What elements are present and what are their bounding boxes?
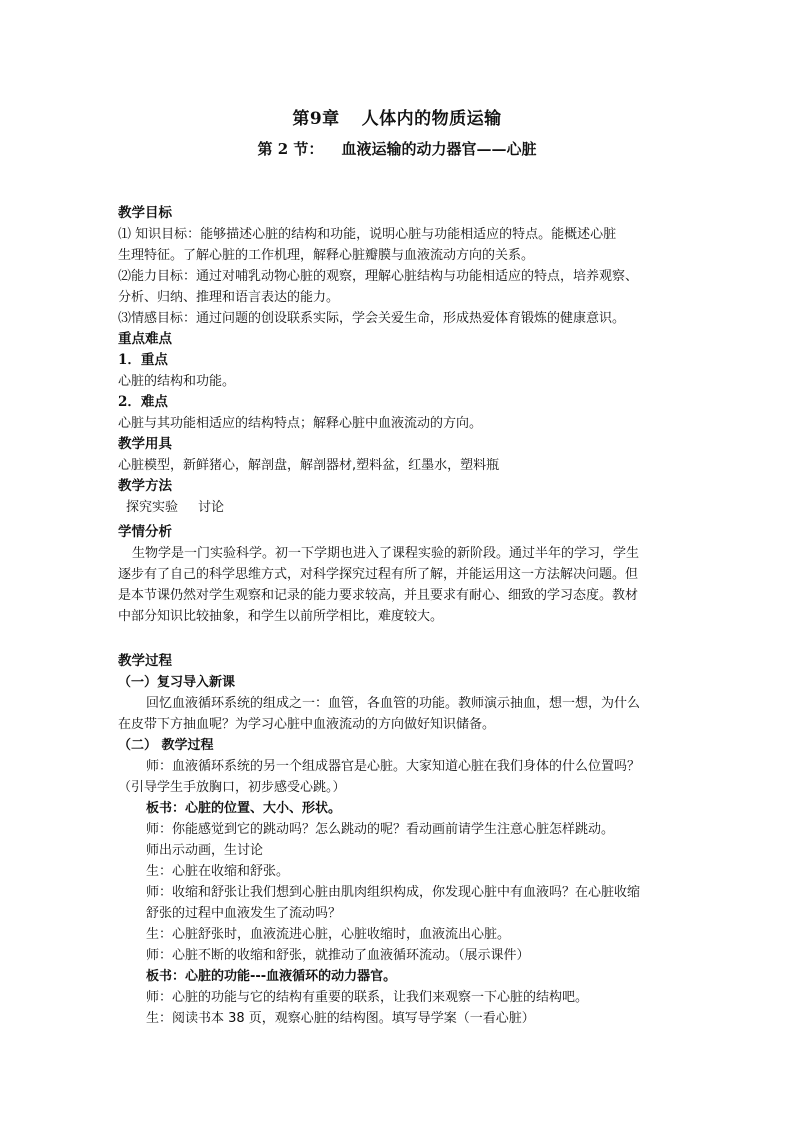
- method-experiment: 探究实验: [126, 500, 179, 515]
- dialog-line-3: 师出示动画，生讨论: [146, 843, 264, 858]
- board-note-function: 板书：心脏的功能---血液循环的动力器官。: [146, 969, 397, 984]
- dialog-line-8: 师：心脏的功能与它的结构有重要的联系，让我们来观察一下心脏的结构吧。: [146, 990, 589, 1005]
- key-point-label: 1．重点: [118, 352, 168, 368]
- methods-list: [118, 497, 678, 518]
- dialog-line-5: 师：收缩和舒张让我们想到心脏由肌肉组织构成，你发现心脏中有血液吗？在心脏收缩: [146, 885, 641, 900]
- objective-knowledge-line-2: 生理特征。了解心脏的工作机理，解释心脏瓣膜与血液流动方向的关系。: [118, 248, 535, 263]
- objectives-heading: 教学目标: [118, 205, 172, 221]
- chapter-title: [0, 104, 794, 129]
- process-heading: 教学过程: [118, 653, 172, 669]
- process-part-1-line-2: 在皮带下方抽血呢？为学习心脏中血液流动的方向做好知识储备。: [118, 717, 496, 732]
- dialog-line-1: 师：血液循环系统的另一个组成器官是心脏。大家知道心脏在我们身体的什么位置吗？: [146, 759, 641, 774]
- chapter-name: 人体内的物质运输: [361, 109, 502, 129]
- dialog-line-6: 生：心脏舒张时，血液流进心脏，心脏收缩时，血液流出心脏。: [146, 927, 511, 942]
- difficulty-label: 2．难点: [118, 394, 168, 410]
- analysis-line-2: 逐步有了自己的科学思维方式，对科学探究过程有所了解，并能运用这一方法解决问题。但: [118, 567, 639, 582]
- dialog-line-7: 师：心脏不断的收缩和舒张，就推动了血液循环流动。（展示课件）: [146, 948, 530, 963]
- objective-ability-line-2: 分析、归纳、推理和语言表达的能力。: [118, 290, 340, 305]
- chapter-number: 第9章: [292, 109, 340, 129]
- objective-emotion-line: ⑶情感目标：通过问题的创设联系实际，学会关爱生命，形成热爱体育锻炼的健康意识。: [118, 311, 626, 326]
- document-body: [118, 203, 678, 1029]
- analysis-heading: 学情分析: [118, 524, 172, 540]
- key-points-heading: 重点难点: [118, 331, 172, 347]
- difficulty-text: 心脏与其功能相适应的结构特点；解释心脏中血液流动的方向。: [118, 416, 483, 431]
- process-part-1-line-1: 回忆血液循环系统的组成之一：血管，各血管的功能。教师演示抽血，想一想，为什么: [146, 696, 641, 711]
- section-title: [0, 138, 794, 159]
- process-part-1-title: （一）复习导入新课: [118, 675, 236, 690]
- analysis-line-1: 生物学是一门实验科学。初一下学期也进入了课程实验的新阶段。通过半年的学习，学生: [132, 546, 640, 561]
- analysis-line-4: 中部分知识比较抽象，和学生以前所学相比，难度较大。: [118, 609, 444, 624]
- section-name: 血液运输的动力器官——心脏: [341, 140, 537, 158]
- analysis-line-3: 是本节课仍然对学生观察和记录的能力要求较高，并且要求有耐心、细致的学习态度。教材: [118, 588, 639, 603]
- process-part-2-title: （二） 教学过程: [118, 738, 214, 753]
- key-point-text: 心脏的结构和功能。: [118, 374, 236, 389]
- tools-text: 心脏模型，新鲜猪心，解剖盘，解剖器材,塑料盆，红墨水，塑料瓶: [118, 458, 500, 473]
- board-note-position: 板书：心脏的位置、大小、形状。: [146, 801, 342, 816]
- dialog-line-9: 生：阅读书本 38 页，观察心脏的结构图。填写导学案（一看心脏）: [146, 1011, 535, 1026]
- dialog-line-5-cont: 舒张的过程中血液发生了流动吗？: [146, 906, 342, 921]
- method-discussion: 讨论: [198, 500, 225, 515]
- methods-heading: 教学方法: [118, 478, 172, 494]
- dialog-line-4: 生：心脏在收缩和舒张。: [146, 864, 290, 879]
- dialog-line-2: 师：你能感觉到它的跳动吗？怎么跳动的呢？看动画前请学生注意心脏怎样跳动。: [146, 822, 615, 837]
- objective-knowledge-line-1: ⑴ 知识目标：能够描述心脏的结构和功能，说明心脏与功能相适应的特点。能概述心脏: [118, 227, 617, 242]
- objective-ability-line-1: ⑵能力目标：通过对哺乳动物心脏的观察，理解心脏结构与功能相适应的特点，培养观察、: [118, 269, 639, 284]
- section-number: 第 2 节：: [257, 140, 324, 158]
- dialog-line-1-cont: （引导学生手放胸口，初步感受心跳。）: [118, 780, 346, 795]
- tools-heading: 教学用具: [118, 436, 172, 452]
